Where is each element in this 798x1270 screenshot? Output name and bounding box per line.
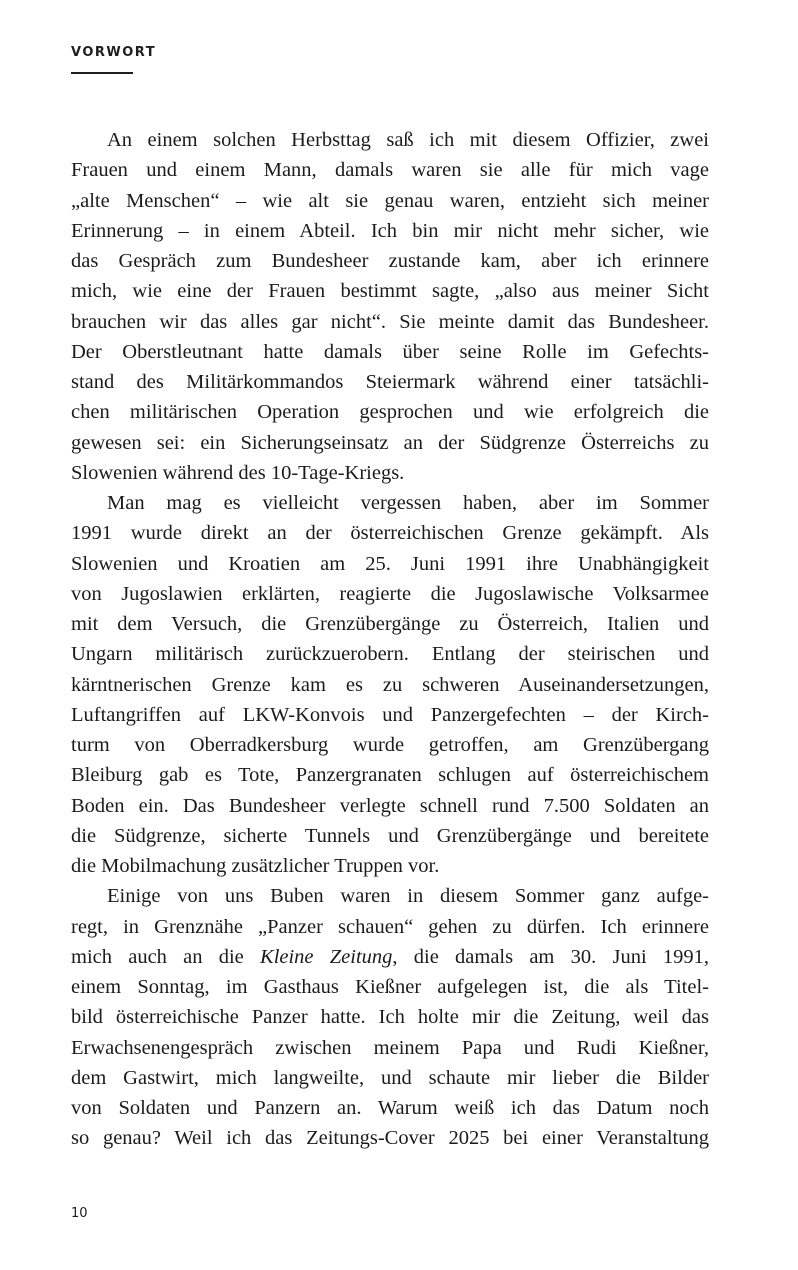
italic-title: Kleine Zeitung	[260, 945, 393, 968]
text-line: dem Gastwirt, mich langweilte, und schaute mir lieber die Bilder	[71, 1066, 709, 1089]
text-line: An einem solchen Herbsttag saß ich mit diesem Offizier, zwei	[107, 129, 709, 151]
text-line: bild österreichische Panzer hatte. Ich holte mir die Zeitung, weil das	[71, 1006, 709, 1029]
body-text	[71, 125, 709, 1154]
text-line: von Jugoslawien erklärten, reagierte die Jugoslawische Volksarmee	[71, 582, 709, 605]
text-line: Boden ein. Das Bundesheer verlegte schnell rund 7.500 Soldaten an	[71, 794, 709, 817]
text-line: Erinnerung – in einem Abteil. Ich bin mir nicht mehr sicher, wie	[71, 219, 709, 242]
text-line: turm von Oberradkersburg wurde getroffen, am Grenzübergang	[71, 734, 709, 756]
text-line: Frauen und einem Mann, damals waren sie alle für mich vage	[71, 159, 709, 182]
text-line: das Gespräch zum Bundesheer zustande kam, aber ich erinnere	[71, 250, 709, 272]
text-line: Luftangriffen auf LKW-Konvois und Panzergefechten – der Kirch-	[71, 703, 709, 726]
text-line: chen militärischen Operation gesprochen und wie erfolgreich die	[71, 401, 709, 424]
text-line: die Mobilmachung zusätzlicher Truppen vor.	[71, 855, 440, 877]
text-line: brauchen wir das alles gar nicht“. Sie meinte damit das Bundesheer.	[71, 310, 709, 333]
text-line: so genau? Weil ich das Zeitungs-Cover 2025 bei einer Veranstaltung	[71, 1127, 709, 1150]
text-line: Man mag es vielleicht vergessen haben, aber im Sommer	[107, 492, 709, 514]
text-line: mich, wie eine der Frauen bestimmt sagte, „also aus meiner Sicht	[71, 280, 709, 303]
text-line: „alte Menschen“ – wie alt sie genau waren, entzieht sich meiner	[71, 189, 709, 212]
text-line: Ungarn militärisch zurückzuerobern. Entlang der steirischen und	[71, 643, 709, 666]
running-head: VORWORT	[71, 45, 157, 60]
text-line: die Südgrenze, sicherte Tunnels und Grenzübergänge und bereitete	[71, 824, 709, 847]
text-line: einem Sonntag, im Gasthaus Kießner aufgelegen ist, die als Titel-	[71, 976, 709, 998]
text-line: Der Oberstleutnant hatte damals über seine Rolle im Gefechts-	[71, 340, 709, 363]
text-line: mit dem Versuch, die Grenzübergänge zu Österreich, Italien und	[71, 613, 709, 635]
text-line: Einige von uns Buben waren in diesem Sommer ganz aufge-	[107, 885, 709, 908]
text-line: kärntnerischen Grenze kam es zu schweren Auseinandersetzungen,	[71, 673, 709, 696]
text-line: Slowenien während des 10-Tage-Kriegs.	[71, 461, 405, 484]
text-line: Erwachsenengespräch zwischen meinem Papa und Rudi Kießner,	[71, 1036, 709, 1059]
text-line: von Soldaten und Panzern an. Warum weiß ich das Datum noch	[71, 1097, 709, 1119]
text-line: mich auch an die Kleine Zeitung, die damals am 30. Juni 1991,	[71, 945, 709, 968]
text-line: Slowenien und Kroatien am 25. Juni 1991 ihre Unabhängigkeit	[71, 552, 709, 575]
text-line: 1991 wurde direkt an der österreichischen Grenze gekämpft. Als	[71, 522, 709, 545]
text-line: stand des Militärkommandos Steiermark während einer tatsächli-	[71, 371, 709, 393]
text-line: gewesen sei: ein Sicherungseinsatz an der Südgrenze Österreichs zu	[71, 431, 709, 454]
running-head-rule	[71, 72, 133, 74]
page-number: 10	[71, 1206, 88, 1221]
text-line: Bleiburg gab es Tote, Panzergranaten schlugen auf österreichischem	[71, 764, 709, 787]
text-line: regt, in Grenznähe „Panzer schauen“ gehen zu dürfen. Ich erinnere	[71, 915, 709, 938]
